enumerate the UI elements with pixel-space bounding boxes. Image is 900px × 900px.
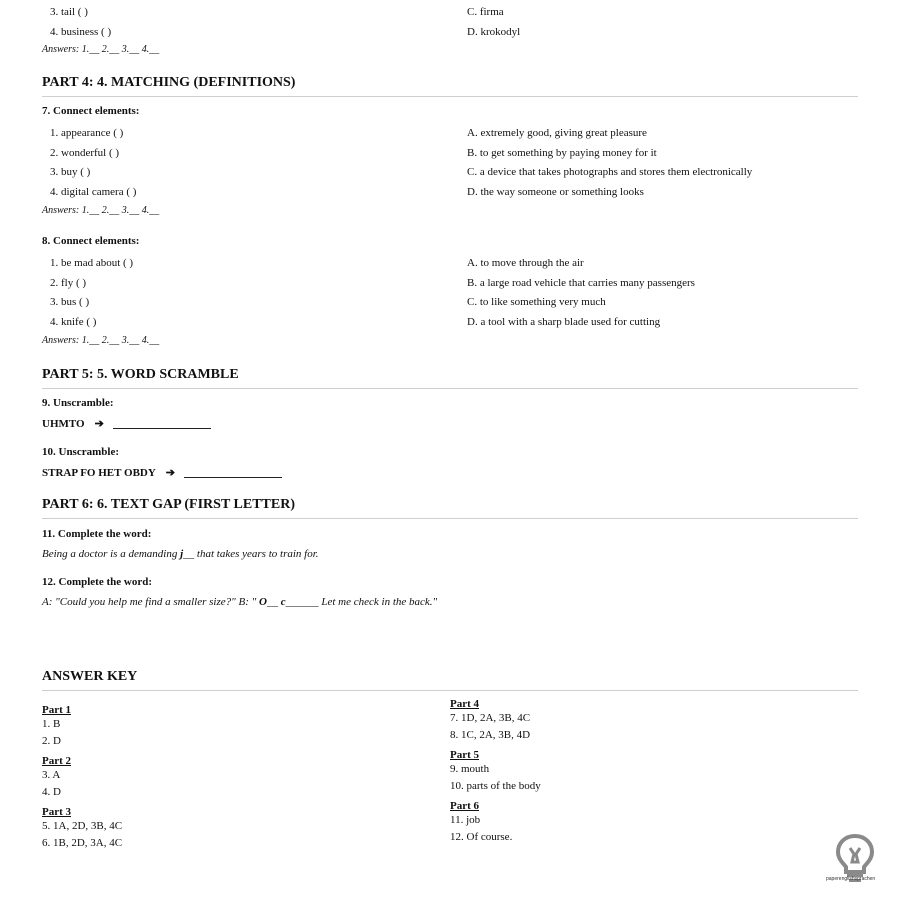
question-9 [42,397,858,430]
matching-row [42,22,858,42]
term-item: 2. wonderful ( ) [50,146,120,159]
first-letter-hint: O [259,596,267,608]
term-item: 3. bus ( ) [50,296,90,309]
answer-key-columns [42,698,858,851]
part6-heading: PART 6: 6. TEXT GAP (FIRST LETTER) [42,497,858,519]
question-title: 9. Unscramble: [42,397,114,409]
answers-line: Answers: 1.__ 2.__ 3.__ 4.__ [42,44,160,56]
matching-row [42,182,858,202]
key-part-title: Part 4 [450,698,480,710]
gap-sentence [42,548,858,560]
question-title: 7. Connect elements: [42,105,140,117]
definition-item: D. a tool with a sharp blade used for cutting [467,315,661,328]
question-title: 11. Complete the word: [42,528,152,540]
key-part-title: Part 5 [450,749,480,761]
scrambled-word: STRAP FO HET OBDY [42,466,156,479]
answer-key-part [42,704,450,749]
key-answer: 10. parts of the body [450,779,541,792]
answer-key-part [42,806,450,851]
part5-heading: PART 5: 5. WORD SCRAMBLE [42,367,858,389]
definition-item: C. a device that takes photographs and stores them electronically [467,166,753,179]
question-7 [42,105,858,219]
definition-item: A. extremely good, giving great pleasure [467,126,647,139]
matching-row [42,162,858,182]
answers-line: Answers: 1.__ 2.__ 3.__ 4.__ [42,334,160,346]
definition-item: B. a large road vehicle that carries many passengers [467,276,695,289]
sentence-text: that takes years to train for. [194,548,319,560]
term-item: 4. business ( ) [50,25,112,38]
term-item: 4. knife ( ) [50,315,97,328]
key-part-title: Part 6 [450,800,480,812]
answer-blank[interactable] [113,419,211,429]
scramble-line [42,417,858,430]
sentence-text: A: "Could you help me find a smaller size?" B: " [42,596,260,608]
answer-key-part [450,698,858,743]
answers-line: Answers: 1.__ 2.__ 3.__ 4.__ [42,204,160,216]
matching-row [42,273,858,293]
key-answer: 12. Of course. [450,830,513,843]
gap-sentence [42,596,858,608]
term-item: 2. fly ( ) [50,276,87,289]
question-title: 10. Unscramble: [42,446,119,458]
matching-row [42,123,858,143]
key-answer: 11. job [450,814,481,826]
question-8 [42,235,858,349]
scramble-line [42,466,858,479]
first-letter-hint: c [280,596,286,608]
answer-blank[interactable]: __ [266,596,281,608]
key-part-title: Part 1 [42,704,72,716]
answer-key-heading: ANSWER KEY [42,669,858,691]
key-answer: 2. D [42,734,61,747]
answer-key-part [450,749,858,794]
key-answer: 8. 1C, 2A, 3B, 4D [450,728,531,741]
arrow-icon: ➔ [165,467,176,479]
term-item: 3. tail ( ) [50,5,88,18]
key-part-title: Part 3 [42,806,72,818]
answer-blank[interactable]: __ [183,548,195,560]
key-answer: 4. D [42,785,61,798]
answer-blank[interactable] [184,468,282,478]
question-10 [42,446,858,479]
term-item: 1. appearance ( ) [50,126,124,139]
answer-key-part [450,800,858,845]
answer-blank[interactable]: ______ [285,596,319,608]
logo-text: paperenglishsprachen [826,876,876,882]
answer-key-part [42,755,450,800]
question-12 [42,576,858,608]
term-item: 4. digital camera ( ) [50,185,137,198]
term-item: 3. buy ( ) [50,166,91,179]
key-answer: 7. 1D, 2A, 3B, 4C [450,712,531,724]
key-answer: 3. A [42,769,61,781]
definition-item: B. to get something by paying money for it [467,146,657,159]
key-answer: 9. mouth [450,763,490,775]
definition-item: A. to move through the air [467,256,584,269]
part4-heading: PART 4: 4. MATCHING (DEFINITIONS) [42,75,858,97]
question-11 [42,528,858,560]
matching-row [42,253,858,273]
matching-row [42,292,858,312]
sentence-text: Let me check in the back." [318,596,438,608]
key-part-title: Part 2 [42,755,72,767]
scrambled-word: UHMTO [42,417,85,430]
definition-item: C. to like something very much [467,296,606,309]
definition-item: D. the way someone or something looks [467,185,644,198]
matching-row [42,312,858,332]
arrow-icon: ➔ [94,418,104,430]
key-answer: 5. 1A, 2D, 3B, 4C [42,820,123,832]
definition-item: D. krokodyl [467,25,521,38]
definition-item: C. firma [467,5,504,18]
matching-row [42,2,858,22]
key-answer: 6. 1B, 2D, 3A, 4C [42,836,123,849]
first-letter-hint: j [180,548,184,560]
term-item: 1. be mad about ( ) [50,256,134,269]
key-answer: 1. B [42,718,61,730]
sentence-text: Being a doctor is a demanding [42,548,181,560]
question-title: 8. Connect elements: [42,235,140,247]
answer-key-right-column [450,698,858,851]
answer-key-left-column [42,704,450,851]
partial-matching-section [42,2,858,58]
question-title: 12. Complete the word: [42,576,152,588]
matching-row [42,143,858,163]
